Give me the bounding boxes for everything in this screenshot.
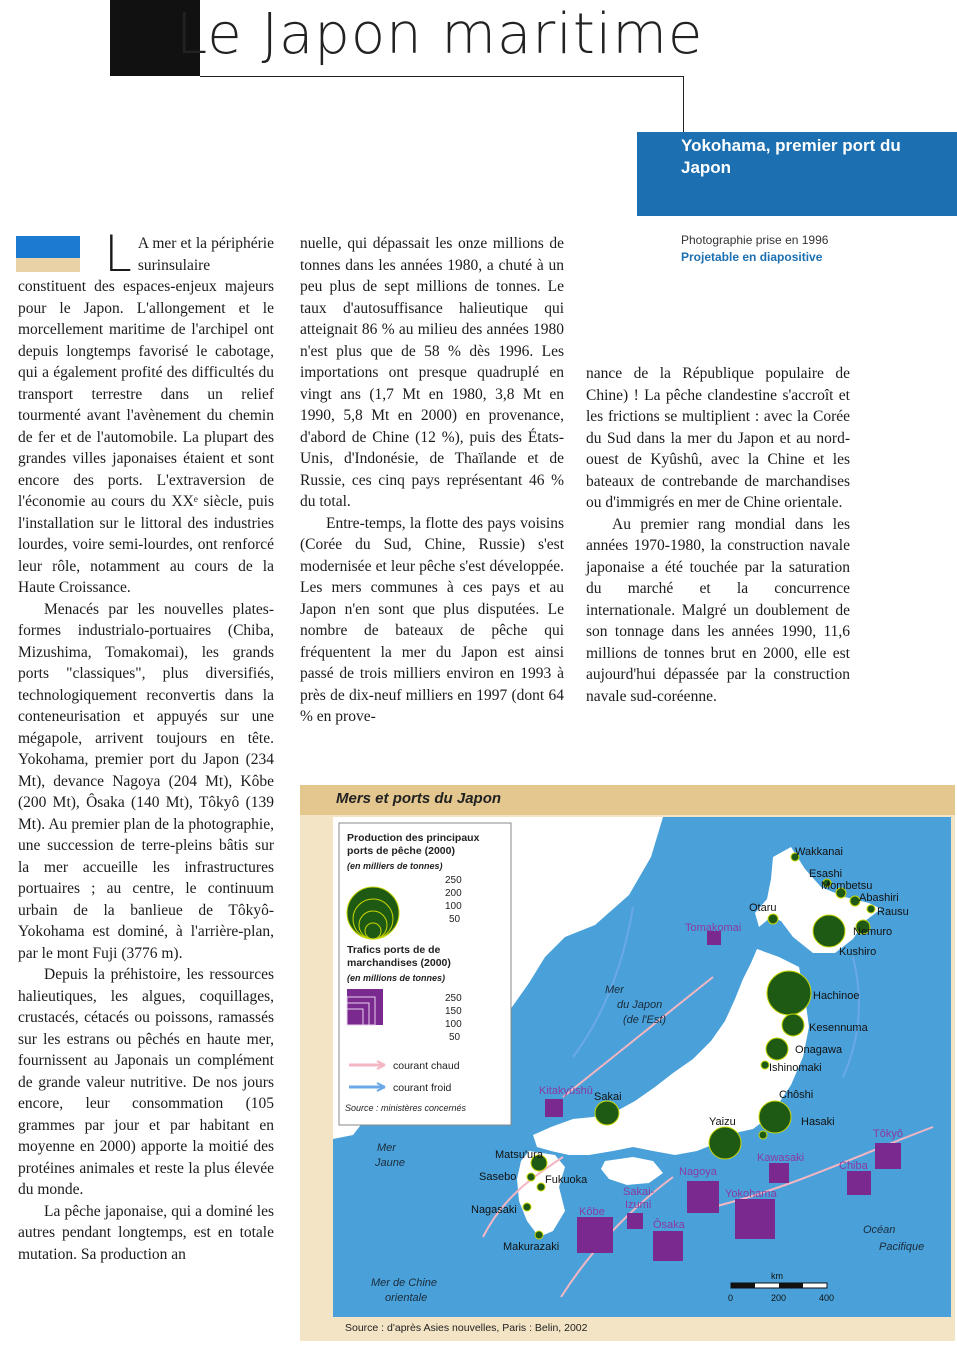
trade-port-marker: [735, 1199, 775, 1239]
fish-port-label: Chôshi: [779, 1089, 814, 1101]
fish-port-label: Onagawa: [795, 1044, 843, 1056]
legend-trade-unit: (en millions de tonnes): [347, 973, 446, 983]
article-paragraph: nuelle, qui dépassait les onze millions de tonnes dans les années 1980, a chuté à un peu plus de sept millions de tonnes. Le taux d'autosuffisance halieutique qui atteignait 86 % au milieu des années 1980 n'est plus que de 58 % dès 1996. Les importations ont presque quadruplé en vingt ans (1,7 Mt en 1980, 3,8 Mt en 1990, 5,8 Mt en 2000) en provenance, d'abord de Chine (12 %), puis des États-Unis, d'Indonésie, de Thaïlande et de Russie, ces cinq pays représentant 46 % du total.: [300, 235, 564, 510]
legend-fish-circles: [347, 887, 399, 939]
fish-port-marker: [768, 914, 778, 924]
trade-port-marker: [769, 1163, 789, 1183]
trade-port-marker: [627, 1213, 643, 1229]
photo-caption-date: Photographie prise en 1996: [681, 233, 829, 247]
fish-port-marker: [709, 1127, 741, 1159]
fish-port-marker: [759, 1101, 791, 1133]
fish-port-label: Sakai: [594, 1091, 622, 1103]
drop-cap: L: [104, 225, 132, 283]
sea-label-yellow: Mer Jaune: [375, 1142, 405, 1169]
legend-fish-title: Production des principaux ports de pêche (2000): [347, 832, 480, 857]
legend-trade-value: 50: [449, 1032, 461, 1043]
fish-port-marker: [766, 1038, 788, 1060]
article-paragraph: Depuis la préhistoire, les ressources halieutiques, les algues, coquillages, crustacés, cétacés ou poissons, ramassés sur les estrans ou pêchés en haute mer, fournissent au Japonais un complément de grande valeur nutritive. De nos jours encore, leur consommation (105 grammes par jour et par habitant en moyenne en 2000) apporte la moitié des protéines animales et reste la plus élevée du monde.: [18, 966, 274, 1198]
fish-port-label: Wakkanai: [795, 846, 843, 858]
legend-trade-value: 150: [445, 1006, 462, 1017]
paragraph-text: A mer et la périphérie surinsulaire constituent des espaces-enjeux majeurs pour le Japon. L'allongement et le morcellement maritime de l'archipel ont depuis longtemps favorisé le cabotage, qui a également profité des difficultés du transport terrestre dans un relief tourmenté avant l'avènement du chemin de fer et de l'automobile. La plupart des grandes villes japonaises étaient et sont encore des ports. L'extraversion de l'économie au cours du XXᵉ siècle, puis l'installation sur le littoral des industries lourdes, voire semi-lourdes, ont renforcé leur rôle, notamment au cours de la Haute Croissance.: [18, 235, 274, 596]
article-column-1: [18, 225, 274, 1265]
legend-fish-value: 100: [445, 901, 462, 912]
legend-trade-title: Trafics ports de de marchandises (2000): [347, 944, 451, 969]
trade-port-label: Kôbe: [579, 1206, 605, 1218]
photo-caption-projection: Projetable en diapositive: [681, 250, 823, 264]
fish-port-marker: [759, 1131, 767, 1139]
legend-trade-square: [347, 989, 383, 1025]
trade-port-label: Ôsaka: [653, 1219, 685, 1231]
trade-port-marker: [875, 1143, 901, 1169]
trade-port-marker: [653, 1231, 683, 1261]
trade-port-marker: [847, 1171, 871, 1195]
fish-port-marker: [595, 1101, 619, 1125]
fish-port-marker: [537, 1183, 545, 1191]
article-column-3: [586, 363, 850, 707]
legend-fish-unit: (en milliers de tonnes): [347, 861, 443, 871]
fish-port-label: Yaizu: [709, 1116, 736, 1128]
fish-port-label: Otaru: [749, 902, 777, 914]
fish-port-marker: [527, 1173, 535, 1181]
fish-port-label: Ishinomaki: [769, 1062, 822, 1074]
fish-port-label: Mombetsu: [821, 880, 873, 892]
fish-port-label: Rausu: [877, 906, 909, 918]
fish-port-marker: [523, 1203, 531, 1211]
sea-label-china: Mer de Chine orientale: [371, 1277, 438, 1304]
trade-port-marker: [545, 1099, 563, 1117]
page-title: Le Japon maritime: [176, 2, 704, 67]
title-rule: [200, 76, 684, 77]
article-paragraph: [18, 225, 274, 599]
article-column-2: [300, 233, 564, 728]
fish-port-label: Makurazaki: [503, 1241, 560, 1253]
trade-port-label: Tôkyô: [873, 1128, 903, 1140]
trade-port-label: Yokohama: [725, 1188, 777, 1200]
scale-unit: km: [771, 1271, 783, 1281]
trade-port-label: Kawasaki: [757, 1152, 805, 1164]
map-title: Mers et ports du Japon: [336, 790, 502, 807]
trade-port-label: Tomakomai: [685, 922, 742, 934]
fish-port-label: Nemuro: [853, 926, 893, 938]
article-paragraph: nance de la République populaire de Chine) ! La pêche clandestine s'accroît et les frictions se multiplient : avec la Corée du Sud dans la mer du Japon et au nord-ouest de Kyûshû, avec la Chine et les bateaux de contrebande de marchandises ou d'immigrés en mer de Chine orientale.: [586, 365, 850, 511]
legend-trade-squares: [347, 989, 383, 1025]
sea-label-japan: Mer du Japon (de l'Est): [605, 984, 667, 1026]
fish-port-marker: [535, 1231, 543, 1239]
fish-port-marker: [782, 1014, 804, 1036]
scale-tick: 0: [728, 1293, 734, 1303]
trade-port-marker: [577, 1217, 613, 1253]
trade-port-label: Kitakyûshû: [539, 1085, 593, 1097]
scale-bar-segment: [731, 1283, 755, 1288]
fish-port-label: Kesennuma: [809, 1022, 868, 1034]
legend-trade-value: 250: [445, 993, 462, 1004]
fish-port-label: Abashiri: [859, 892, 899, 904]
trade-port-marker: [687, 1181, 719, 1213]
scale-tick: 400: [819, 1293, 835, 1303]
legend-fish-value: 250: [445, 875, 462, 886]
scale-bar-segment: [779, 1283, 803, 1288]
article-paragraph: Entre-temps, la flotte des pays voisins (Corée du Sud, Chine, Russie) s'est modernisée et leur pêche s'est développée. Les mers communes à ces pays et au Japon n'en sont que plus disputées. Le nombre de bateaux de pêche qui fréquentent la mer du Japon est ainsi passé de trois milliers environ en 1993 à près de dix-neuf milliers en 1997 (dont 64 % en prove-: [300, 514, 564, 725]
title-rule-vertical: [683, 76, 684, 136]
fish-port-label: Esashi: [809, 868, 843, 880]
legend-warm-label: courant chaud: [393, 1060, 460, 1072]
map-source: Source : d'après Asies nouvelles, Paris : Belin, 2002: [345, 1322, 588, 1334]
ocean-label-pacific: Océan Pacifique: [863, 1224, 925, 1253]
photo-banner-title: Yokohama, premier port du Japon: [681, 136, 901, 177]
fish-port-label: Fukuoka: [545, 1174, 588, 1186]
fish-port-marker: [867, 905, 875, 913]
legend-source: Source : ministères concernés: [345, 1103, 467, 1113]
fish-port-label: Hachinoe: [813, 990, 860, 1002]
article-paragraph: Au premier rang mondial dans les années 1970-1980, la construction navale japonaise a été touchée par la saturation du marché et la concurrence internationale. Malgré un doublement de son tonnage dans les années 1990, 11,6 millions de tonnes brut en 2000, elle est aujourd'hui dépassée par la construction navale sud-coréenne.: [586, 515, 850, 705]
fish-port-label: Matsu'ura: [495, 1149, 543, 1161]
legend-fish-value: 50: [449, 914, 461, 925]
fish-port-marker: [761, 1061, 769, 1069]
fish-port-marker: [767, 971, 811, 1015]
article-paragraph: Menacés par les nouvelles plates-formes industrialo-portuaires (Chiba, Mizushima, Tomakomai), les grands ports "classiques", plus diversifiés, technologiquement reconvertis dans la conteneurisation et appuyés sur une mégapole, arrivent toujours en tête. Yokohama, premier port du Japon (234 Mt), devance Nagoya (204 Mt), Kôbe (200 Mt), Ôsaka (140 Mt), Tôkyô (139 Mt). Au premier plan de la photographie, une succession de terre-pleins bâtis sur la mer accueille les infrastructures portuaires ; au centre, le continuum urbain de la banlieue de Tôkyô-Yokohama est dominé, à l'arrière-plan, par le mont Fuji (3776 m).: [18, 600, 274, 962]
trade-port-label: Nagoya: [679, 1166, 717, 1178]
fish-port-label: Nagasaki: [471, 1204, 517, 1216]
scale-tick: 200: [771, 1293, 787, 1303]
fish-port-marker: [813, 915, 845, 947]
fish-port-label: Kushiro: [839, 946, 877, 958]
legend-cold-label: courant froid: [393, 1082, 452, 1094]
article-paragraph: La pêche japonaise, qui a dominé les autres pendant longtemps, est en totale mutation. Sa production an: [18, 1202, 274, 1263]
legend-trade-value: 100: [445, 1019, 462, 1030]
fish-port-label: Hasaki: [801, 1116, 835, 1128]
legend-fish-value: 200: [445, 888, 462, 899]
trade-port-label: Sakai- Izumi: [623, 1186, 655, 1211]
trade-port-label: Chiba: [839, 1160, 868, 1172]
legend-fish-circle: [347, 887, 399, 939]
fish-port-label: Sasebo: [479, 1171, 517, 1183]
japan-ports-map: [333, 817, 951, 1317]
